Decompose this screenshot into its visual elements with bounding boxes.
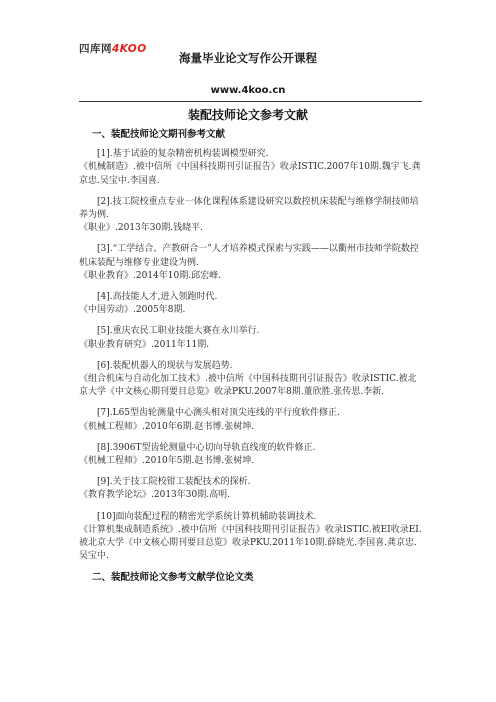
- reference-source: 《机械制造》.被中信所《中国科技期刊引证报告》收录ISTIC.2007年10期.魏宇飞.龚京忠.吴宝中.李国喜.: [79, 162, 421, 186]
- reference-title: [10]面向装配过程的精密光学系统计算机辅助装调技术.: [97, 511, 317, 522]
- reference-title: [5].重庆农民工职业技能大赛在永川举行.: [97, 326, 260, 337]
- section-heading: 一、装配技师论文期刊参考文献: [92, 129, 226, 140]
- reference-item: [79, 360, 422, 400]
- reference-source: 《机械工程师》.2010年6期.赵书博.张树坤.: [79, 421, 255, 432]
- reference-title: [9].关于技工院校钳工装配技术的探析.: [97, 477, 251, 488]
- reference-source: 《中国劳动》.2005年8期.: [79, 305, 186, 316]
- reference-source: 《职业》.2013年30期.钱晓平.: [79, 223, 203, 234]
- reference-source: 《职业教育》.2014年10期.邱宏峰.: [79, 270, 221, 281]
- reference-source: 《计算机集成制造系统》.被中信所《中国科技期刊引证报告》收录ISTIC.被EI收录EI.被北京大学《中文核心期刊要目总览》收录PKU.2011年10期.薛晓光.李国喜.龚京忠.吴宝中.: [79, 524, 422, 562]
- logo-text: 四库网: [79, 43, 112, 55]
- header-url: www.4koo.cn: [210, 85, 286, 96]
- reference-title: [2].技工院校重点专业一体化课程体系建设研究以数控机床装配与维修学制技师培养为例.: [79, 196, 419, 221]
- reference-title: [3].“工学结合、产教研合一”人才培养模式探索与实践——以衢州市技师学院数控机床装配与维修专业建设为例.: [79, 244, 419, 268]
- logo-accent: 4KOO: [112, 43, 147, 55]
- reference-source: 《组合机床与自动化加工技术》.被中信所《中国科技期刊引证报告》收录ISTIC.被北京大学《中文核心期刊要目总览》收录PKU.2007年8期.董欣胜.张传思.李新.: [79, 374, 417, 398]
- reference-source: 《教育教学论坛》.2013年30期.高明.: [79, 490, 230, 501]
- reference-title: [4].高技能人才,进入领跑时代.: [97, 292, 218, 303]
- reference-item: [79, 148, 422, 188]
- reference-source: 《职业教育研究》.2011年11期.: [79, 339, 210, 350]
- reference-item: [79, 476, 422, 502]
- reference-title: [7].L65型齿轮测量中心测头相对顶尖连线的平行度软件修正.: [97, 408, 340, 419]
- reference-source: 《机械工程师》.2010年5期.赵书博.张树坤.: [79, 456, 255, 467]
- reference-item: [79, 511, 422, 564]
- document-title: 装配技师论文参考文献: [187, 108, 308, 122]
- reference-title: [1].基于试验的复杂精密机构装调模型研究.: [97, 149, 269, 160]
- reference-item: [79, 243, 422, 283]
- reference-title: [8].3906T型齿轮测量中心切向导轨直线度的软件修正.: [97, 442, 316, 453]
- reference-item: [79, 325, 422, 351]
- reference-item: [79, 196, 422, 236]
- reference-title: [6].装配机器人的现状与发展趋势.: [97, 360, 233, 371]
- section-heading: 二、装配技师论文参考文献学位论文类: [92, 572, 254, 584]
- document-body: [79, 128, 422, 592]
- header-title: 海量毕业论文写作公开课程: [179, 51, 317, 65]
- reference-list: [79, 148, 422, 563]
- reference-item: [79, 407, 422, 433]
- reference-item: [79, 291, 422, 317]
- reference-item: [79, 442, 422, 468]
- header-divider: [79, 101, 422, 102]
